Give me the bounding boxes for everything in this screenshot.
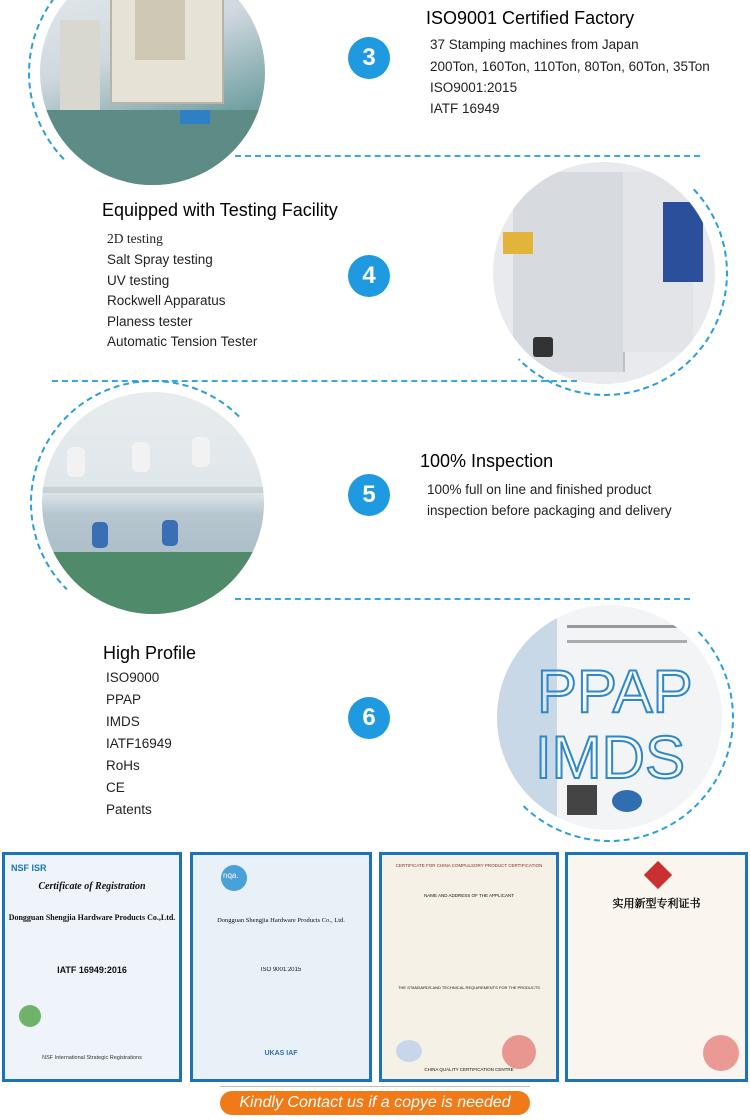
imds-overlay-text: IMDS	[535, 724, 685, 791]
cert-2-standard: ISO 9001:2015	[260, 967, 302, 973]
cert-1-company: Dongguan Shengjia Hardware Products Co.,Ltd.	[8, 913, 176, 922]
cert-3-company: NAME AND ADDRESS OF THE APPLICANT	[424, 893, 514, 898]
section-6-title: High Profile	[103, 643, 197, 663]
certificate-iatf	[2, 852, 182, 1082]
cert-3-footer: CHINA QUALITY CERTIFICATION CENTRE	[424, 1067, 514, 1072]
section-4-line-2: Salt Spray testing	[107, 252, 213, 267]
section-4-line-6: Automatic Tension Tester	[107, 334, 258, 349]
section-3-title: ISO9001 Certified Factory	[426, 8, 635, 28]
cert-3-ccc-logo	[396, 1040, 422, 1062]
cert-1-logo: NSF ISR	[11, 863, 47, 873]
inspection-photo-ring	[30, 380, 276, 626]
cert-3-seal	[502, 1035, 536, 1069]
section-3-line-1: 37 Stamping machines from Japan	[430, 37, 639, 52]
certificate-nqa	[190, 852, 372, 1082]
cert-2-footer: UKAS IAF	[264, 1050, 298, 1057]
section-5-line-1: 100% full on line and finished product	[427, 482, 652, 497]
section-3-number: 3	[348, 37, 390, 79]
cert-1-globe-icon	[19, 1005, 41, 1027]
section-4-line-4: Rockwell Apparatus	[107, 293, 226, 308]
section-6-number: 6	[348, 697, 390, 739]
section-4-line-1: 2D testing	[107, 231, 163, 246]
section-3-line-3: ISO9001:2015	[430, 80, 518, 95]
cert-2-company: Dongguan Shengjia Hardware Products Co., Ltd.	[217, 917, 345, 924]
certificate-photo-ring	[485, 593, 734, 842]
section-6-line-3: IMDS	[106, 714, 140, 729]
certificate-patent	[565, 852, 748, 1082]
section-4-number: 4	[348, 255, 390, 297]
section-6-line-1: ISO9000	[106, 670, 160, 685]
section-5-title: 100% Inspection	[420, 451, 554, 471]
section-6-line-6: CE	[106, 780, 125, 795]
section-3-line-2: 200Ton, 160Ton, 110Ton, 80Ton, 60Ton, 35Ton	[430, 59, 710, 74]
cert-4-seal	[703, 1035, 739, 1071]
cert-1-standard: IATF 16949:2016	[57, 965, 127, 975]
certificate-ccc	[379, 852, 559, 1082]
testing-photo-ring	[482, 150, 728, 396]
contact-banner[interactable]: Kindly Contact us if a copye is needed	[220, 1091, 530, 1115]
section-5-line-2: inspection before packaging and delivery	[427, 503, 672, 518]
section-5-number: 5	[348, 474, 390, 516]
cert-4-emblem	[644, 861, 672, 889]
cert-4-heading: 实用新型专利证书	[612, 897, 701, 910]
ppap-overlay-text: PPAP	[537, 658, 693, 725]
section-6-line-5: RoHs	[106, 758, 140, 773]
section-6-line-7: Patents	[106, 802, 152, 817]
contact-divider	[220, 1086, 530, 1087]
cert-3-heading: CERTIFICATE FOR CHINA COMPULSORY PRODUCT CERTIFICATION	[395, 863, 543, 868]
section-4-line-3: UV testing	[107, 273, 170, 288]
section-6-line-2: PPAP	[106, 692, 142, 707]
cert-1-heading: Certificate of Registration	[38, 881, 146, 892]
section-4-line-5: Planess tester	[107, 314, 193, 329]
cert-3-standard: THE STANDARDS AND TECHNICAL REQUIREMENTS FOR THE PRODUCTS	[398, 985, 540, 990]
cert-2-heading: nqa.	[223, 871, 239, 880]
cert-1-footer: NSF International Strategic Registrations	[42, 1055, 142, 1061]
section-4-title: Equipped with Testing Facility	[102, 200, 338, 220]
section-3-line-4: IATF 16949	[430, 101, 500, 116]
section-6-line-4: IATF16949	[106, 736, 172, 751]
